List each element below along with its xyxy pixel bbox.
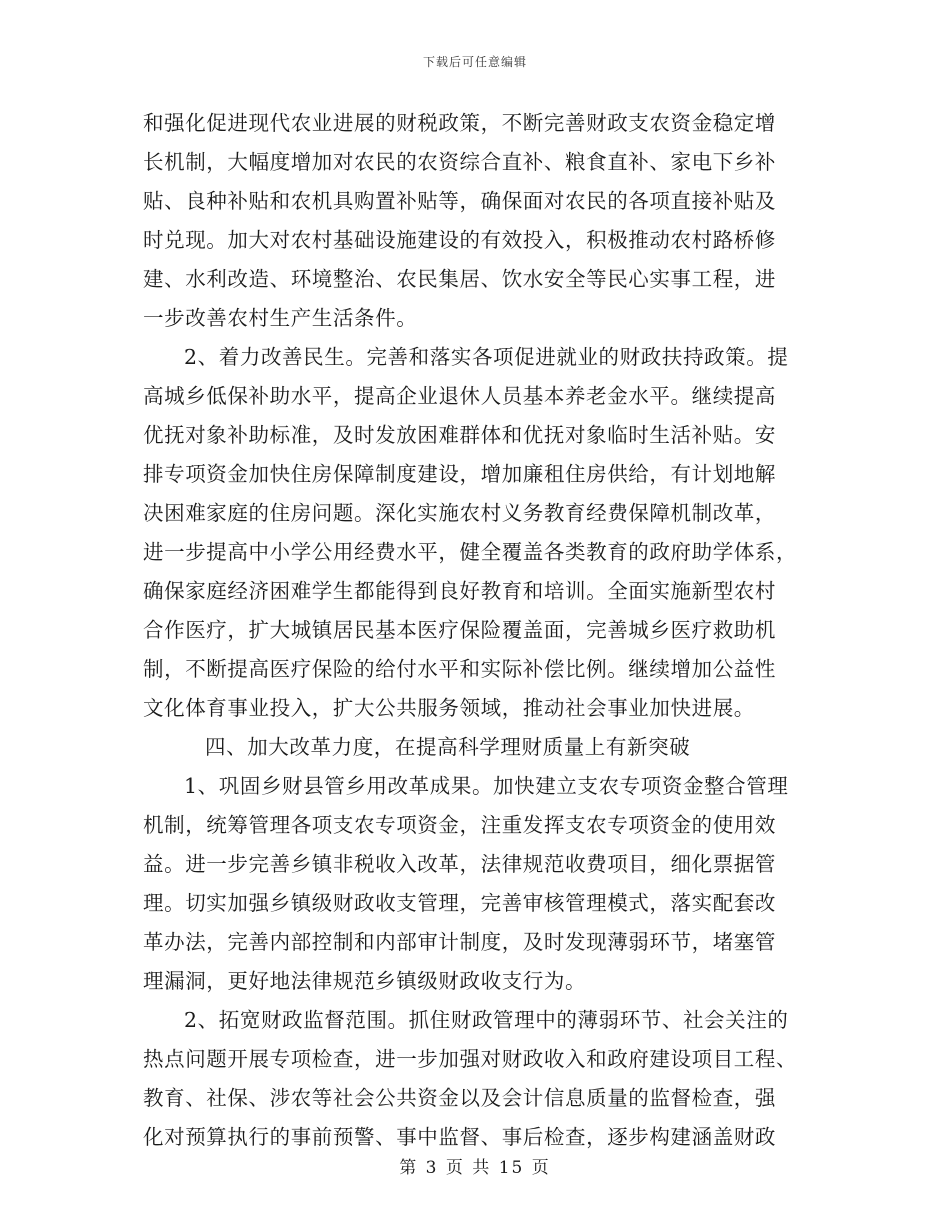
text-line: 决困难家庭的住房问题。深化实施农村义务教育经费保障机制改革， bbox=[143, 501, 776, 525]
page-header: 下载后可任意编辑 bbox=[422, 55, 527, 69]
text-line: 和强化促进现代农业进展的财税政策，不断完善财政支农资金稳定增 bbox=[143, 111, 776, 135]
text-line: 文化体育事业投入，扩大公共服务领域，推动社会事业加快进展。 bbox=[143, 696, 755, 720]
paragraph-start-line: 2、拓宽财政监督范围。抓住财政管理中的薄弱环节、社会关注的 bbox=[184, 1008, 789, 1032]
text-line: 优抚对象补助标准，及时发放困难群体和优抚对象临时生活补贴。安 bbox=[143, 423, 776, 447]
text-line: 高城乡低保补助水平，提高企业退休人员基本养老金水平。继续提高 bbox=[143, 384, 776, 408]
text-line: 确保家庭经济困难学生都能得到良好教育和培训。全面实施新型农村 bbox=[143, 579, 776, 603]
paragraph-start-line: 1、巩固乡财县管乡用改革成果。加快建立支农专项资金整合管理 bbox=[184, 774, 789, 798]
text-line: 教育、社保、涉农等社会公共资金以及会计信息质量的监督检查，强 bbox=[143, 1086, 776, 1110]
text-line: 机制，统筹管理各项支农专项资金，注重发挥支农专项资金的使用效 bbox=[143, 813, 776, 837]
page-number-footer: 第 3 页 共 15 页 bbox=[399, 1158, 551, 1178]
text-line: 长机制，大幅度增加对农民的农资综合直补、粮食直补、家电下乡补 bbox=[143, 150, 776, 174]
text-line: 贴、良种补贴和农机具购置补贴等，确保面对农民的各项直接补贴及 bbox=[143, 189, 776, 213]
paragraph-start-line: 2、着力改善民生。完善和落实各项促进就业的财政扶持政策。提 bbox=[184, 345, 789, 369]
text-line: 革办法，完善内部控制和内部审计制度，及时发现薄弱环节，堵塞管 bbox=[143, 930, 776, 954]
text-line: 时兑现。加大对农村基础设施建设的有效投入，积极推动农村路桥修 bbox=[143, 228, 776, 252]
text-line: 进一步提高中小学公用经费水平，健全覆盖各类教育的政府助学体系， bbox=[143, 540, 798, 564]
text-line: 理漏洞，更好地法律规范乡镇级财政收支行为。 bbox=[143, 969, 587, 993]
text-line: 一步改善农村生产生活条件。 bbox=[143, 306, 418, 330]
text-line: 理。切实加强乡镇级财政收支管理，完善审核管理模式，落实配套改 bbox=[143, 891, 776, 915]
text-line: 合作医疗，扩大城镇居民基本医疗保险覆盖面，完善城乡医疗救助机 bbox=[143, 618, 776, 642]
text-line: 热点问题开展专项检查，进一步加强对财政收入和政府建设项目工程、 bbox=[143, 1047, 798, 1071]
section-heading: 四、加大改革力度，在提高科学理财质量上有新突破 bbox=[205, 735, 691, 759]
document-body bbox=[143, 104, 805, 1157]
text-line: 排专项资金加快住房保障制度建设，增加廉租住房供给，有计划地解 bbox=[143, 462, 776, 486]
text-line: 化对预算执行的事前预警、事中监督、事后检查，逐步构建涵盖财政 bbox=[143, 1125, 776, 1149]
text-line: 制，不断提高医疗保险的给付水平和实际补偿比例。继续增加公益性 bbox=[143, 657, 776, 681]
text-line: 益。进一步完善乡镇非税收入改革，法律规范收费项目，细化票据管 bbox=[143, 852, 776, 876]
text-line: 建、水利改造、环境整治、农民集居、饮水安全等民心实事工程，进 bbox=[143, 267, 776, 291]
